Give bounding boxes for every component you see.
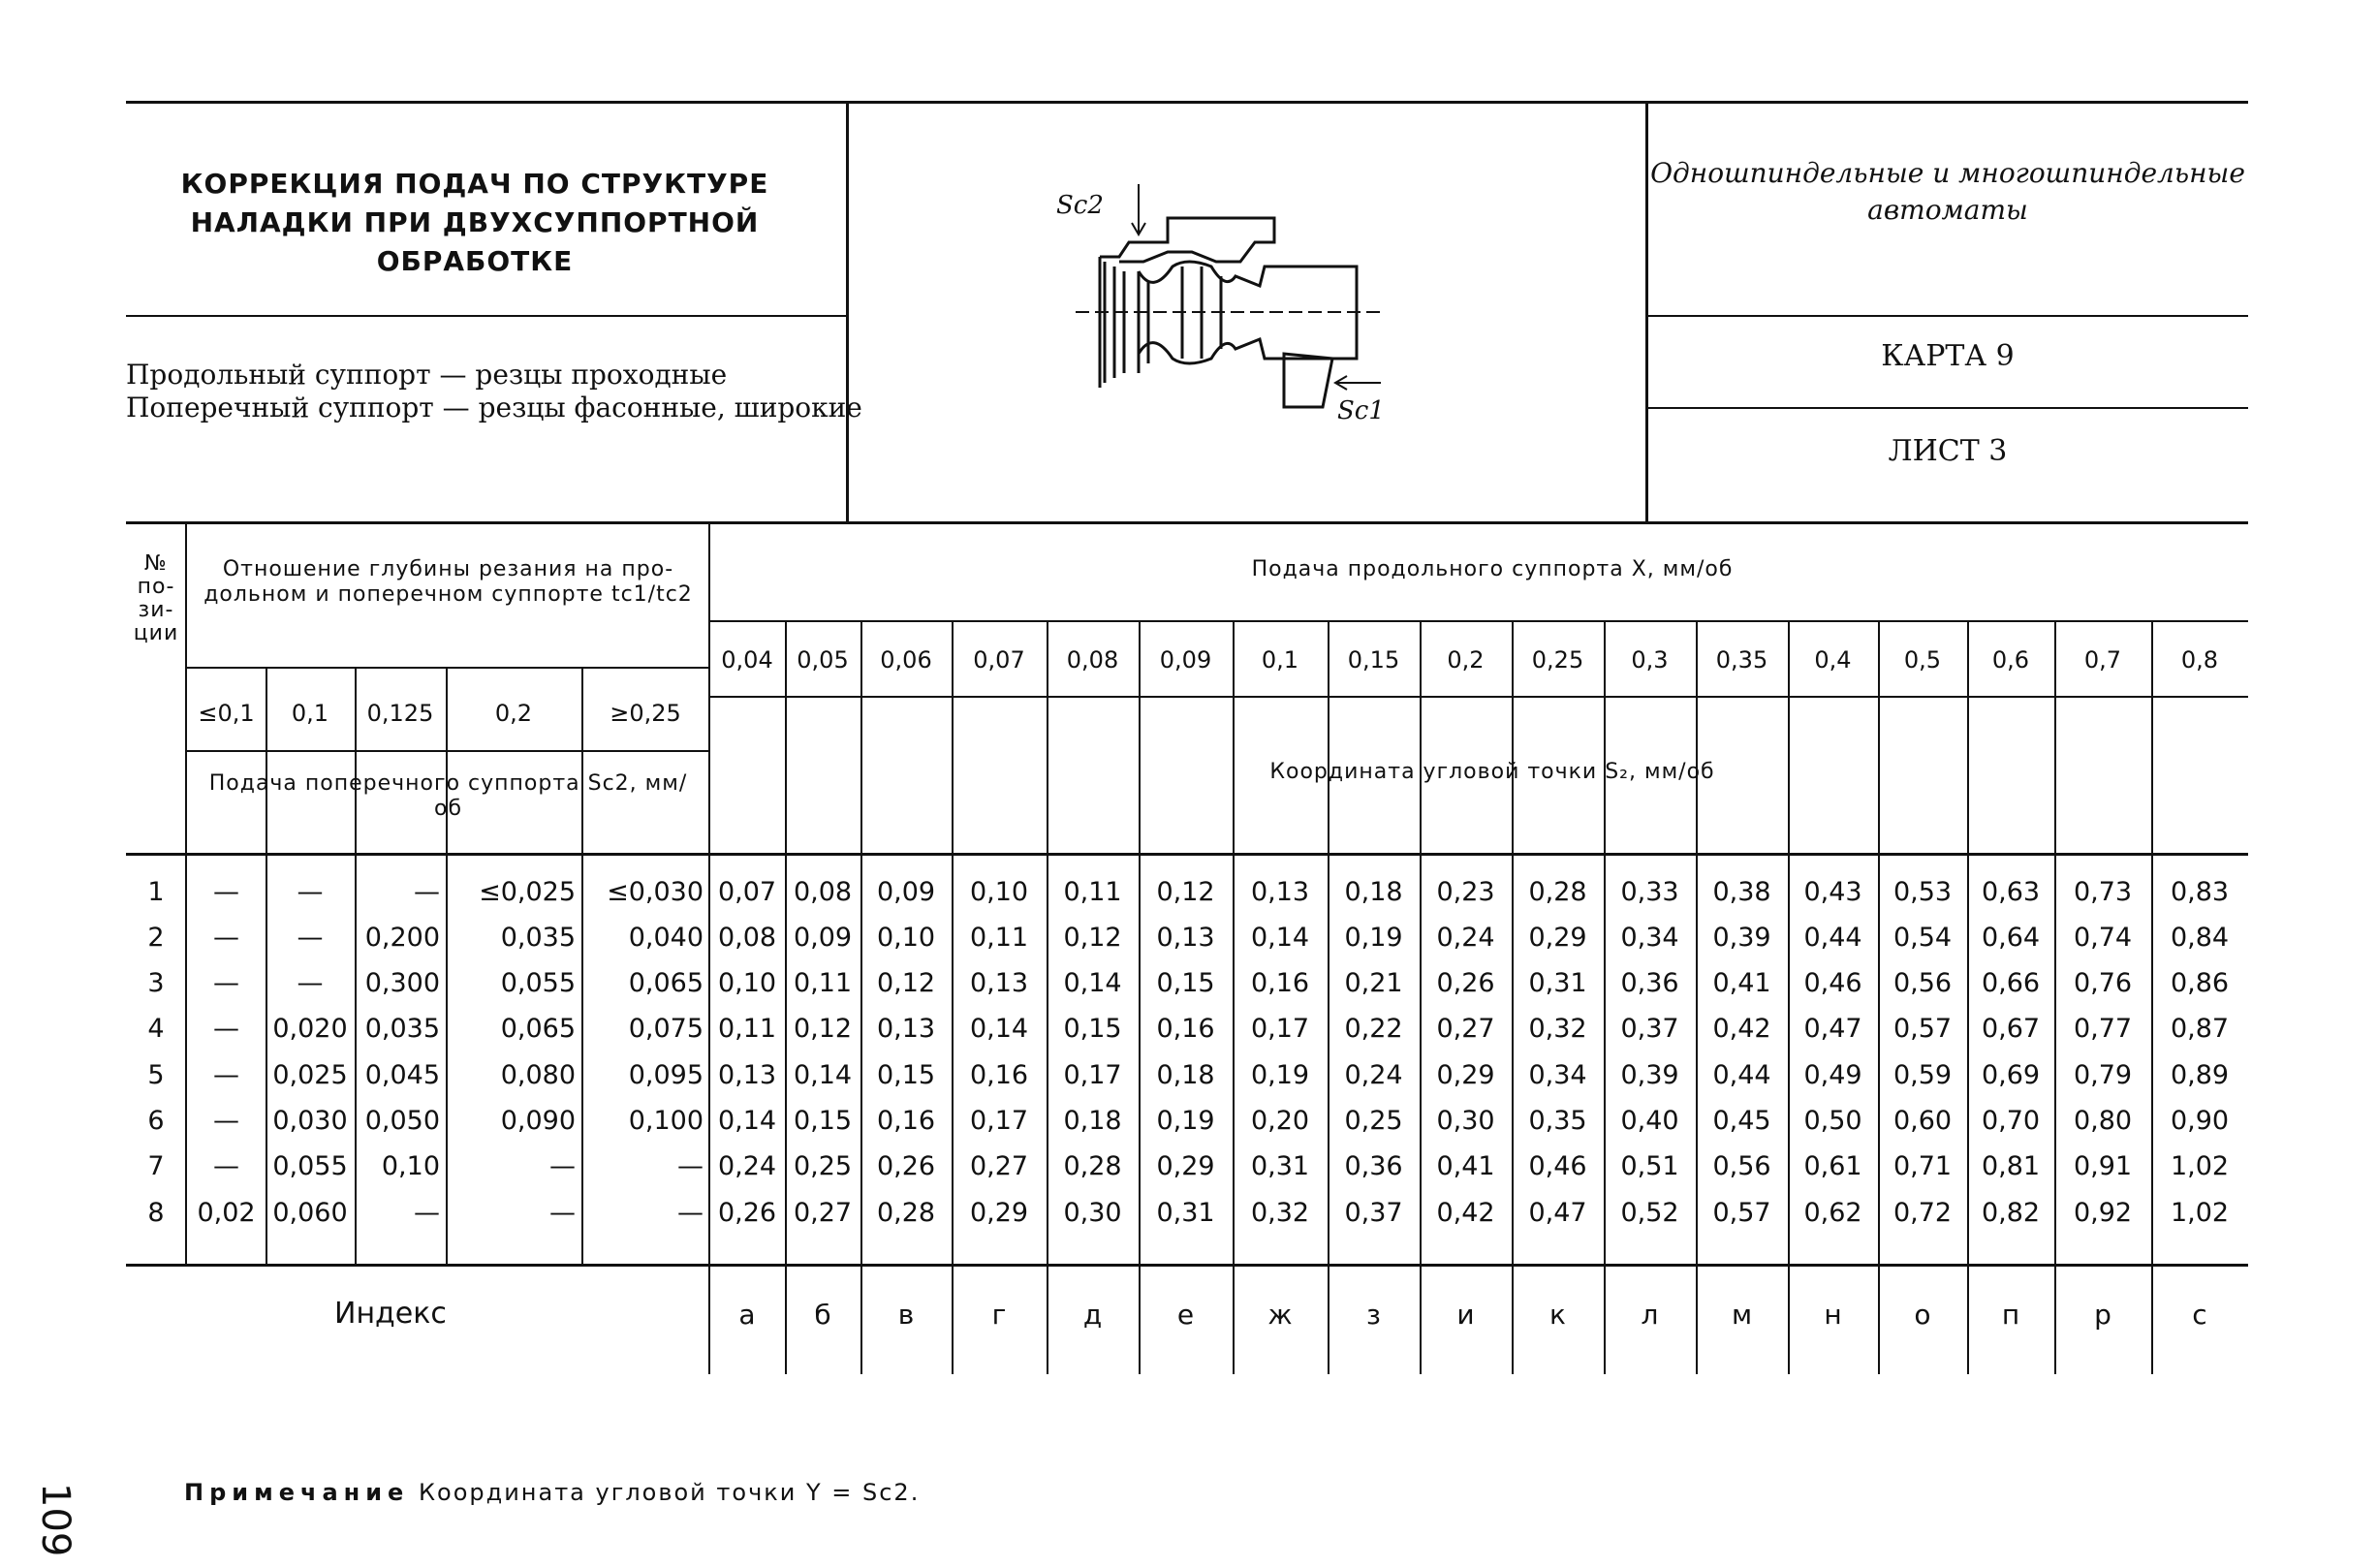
feed-value: 0,1: [1261, 646, 1299, 674]
corner-value: 0,79: [2073, 1060, 2133, 1090]
column-rule: [1878, 620, 1880, 1374]
index-value: з: [1366, 1299, 1381, 1331]
cross-feed-value: 0,090: [500, 1106, 576, 1136]
corner-value: 0,57: [1892, 1014, 1953, 1044]
index-label: Индекс: [334, 1297, 447, 1331]
corner-value: 0,89: [2170, 1060, 2230, 1090]
corner-value: 0,12: [1156, 877, 1215, 907]
corner-value: 0,86: [2170, 968, 2230, 998]
feed-value: 0,09: [1159, 646, 1212, 674]
corner-value: 0,37: [1344, 1198, 1403, 1228]
corner-value: 0,12: [1063, 923, 1122, 953]
sc1-label: Sc1: [1337, 396, 1385, 425]
corner-value: 0,17: [1063, 1060, 1122, 1090]
column-rule: [1696, 620, 1698, 1374]
corner-value: 0,27: [969, 1151, 1029, 1181]
corner-value: 0,14: [969, 1014, 1029, 1044]
index-value: д: [1082, 1299, 1103, 1331]
ratio-value: ≥0,25: [610, 700, 681, 727]
index-value: р: [2094, 1299, 2111, 1331]
corner-value: 0,29: [1528, 923, 1587, 953]
corner-value: 0,35: [1528, 1106, 1587, 1136]
corner-value: 0,17: [1250, 1014, 1310, 1044]
corner-value: 0,15: [793, 1106, 853, 1136]
corner-value: 0,53: [1892, 877, 1953, 907]
corner-value: 0,28: [1528, 877, 1587, 907]
cross-feed-value: 0,050: [364, 1106, 440, 1136]
corner-value: 0,24: [1344, 1060, 1403, 1090]
cross-feed-value: —: [297, 877, 324, 907]
corner-value: 0,41: [1712, 968, 1771, 998]
cross-feed-value: —: [297, 923, 324, 953]
corner-value: 1,02: [2170, 1151, 2230, 1181]
corner-value: 0,44: [1803, 923, 1862, 953]
corner-value: 0,26: [876, 1151, 936, 1181]
page-title: [126, 165, 824, 281]
column-rule: [355, 667, 357, 1264]
corner-value: 0,16: [969, 1060, 1029, 1090]
corner-value: 0,22: [1344, 1014, 1403, 1044]
cross-feed-value: 0,025: [272, 1060, 348, 1090]
index-value: о: [1914, 1299, 1931, 1331]
corner-value: 0,15: [1156, 968, 1215, 998]
column-rule: [1604, 620, 1606, 1374]
corner-value: 0,18: [1063, 1106, 1122, 1136]
corner-value: 0,64: [1981, 923, 2041, 953]
feed-value: 0,4: [1814, 646, 1852, 674]
note-label: Примечание: [184, 1479, 410, 1506]
cross-feed-value: 0,035: [364, 1014, 440, 1044]
corner-value: 0,11: [717, 1014, 777, 1044]
feed-value: 0,15: [1347, 646, 1400, 674]
column-rule: [1233, 620, 1235, 1374]
corner-value: 0,87: [2170, 1014, 2230, 1044]
corner-value: 0,24: [1436, 923, 1495, 953]
index-value: г: [991, 1299, 1007, 1331]
cross-feed-value: 0,300: [364, 968, 440, 998]
cross-feed-value: —: [213, 1014, 239, 1044]
cross-feed-value: 0,065: [500, 1014, 576, 1044]
corner-value: 0,15: [1063, 1014, 1122, 1044]
feed-value: 0,06: [880, 646, 932, 674]
feed-value: 0,04: [721, 646, 773, 674]
column-rule: [1139, 620, 1141, 1374]
corner-value: 0,19: [1250, 1060, 1310, 1090]
corner-value: 0,29: [1156, 1151, 1215, 1181]
column-rule: [952, 620, 954, 1374]
corner-value: 0,13: [1250, 877, 1310, 907]
corner-value: 0,25: [1344, 1106, 1403, 1136]
corner-value: 0,24: [717, 1151, 777, 1181]
cross-feed-header: Подача поперечного суппорта Sc2, мм/об: [208, 771, 688, 821]
column-rule: [1512, 620, 1514, 1374]
column-rule: [581, 667, 583, 1264]
position-number: 4: [147, 1014, 165, 1044]
cross-feed-value: —: [549, 1198, 576, 1228]
cross-feed-value: —: [414, 1198, 440, 1228]
corner-value: 0,10: [717, 968, 777, 998]
cross-feed-value: 0,080: [500, 1060, 576, 1090]
corner-value: 0,32: [1250, 1198, 1310, 1228]
index-value: п: [2001, 1299, 2020, 1331]
cross-feed-value: 0,035: [500, 923, 576, 953]
cross-feed-value: 0,065: [628, 968, 704, 998]
corner-value: 0,76: [2073, 968, 2133, 998]
corner-value: 0,15: [876, 1060, 936, 1090]
corner-value: 0,63: [1981, 877, 2041, 907]
corner-value: 0,18: [1156, 1060, 1215, 1090]
corner-value: 0,12: [876, 968, 936, 998]
column-rule: [2054, 620, 2056, 1374]
corner-value: 0,28: [1063, 1151, 1122, 1181]
cross-feed-value: —: [213, 1151, 239, 1181]
ratio-value: ≤0,1: [198, 700, 255, 727]
feed-value: 0,07: [973, 646, 1025, 674]
corner-value: 0,80: [2073, 1106, 2133, 1136]
index-value: а: [738, 1299, 756, 1331]
corner-value: 0,28: [876, 1198, 936, 1228]
corner-value: 0,46: [1528, 1151, 1587, 1181]
cross-feed-value: —: [677, 1198, 704, 1228]
position-number: 1: [147, 877, 165, 907]
rule: [1645, 101, 1648, 521]
cross-feed-value: 0,020: [272, 1014, 348, 1044]
corner-value: 0,32: [1528, 1014, 1587, 1044]
corner-value: 0,74: [2073, 923, 2133, 953]
column-rule: [2151, 620, 2153, 1374]
corner-value: 0,23: [1436, 877, 1495, 907]
corner-value: 0,16: [1156, 1014, 1215, 1044]
index-value: и: [1456, 1299, 1475, 1331]
corner-value: 0,61: [1803, 1151, 1862, 1181]
feed-value: 0,8: [2180, 646, 2219, 674]
card-number: КАРТА 9: [1881, 339, 2015, 373]
position-number: 7: [147, 1151, 165, 1181]
position-number: 3: [147, 968, 165, 998]
corner-value: 0,13: [876, 1014, 936, 1044]
index-value: е: [1176, 1299, 1195, 1331]
corner-value: 0,92: [2073, 1198, 2133, 1228]
corner-value: 0,49: [1803, 1060, 1862, 1090]
corner-value: 0,51: [1620, 1151, 1679, 1181]
position-number: 8: [147, 1198, 165, 1228]
corner-value: 0,14: [1063, 968, 1122, 998]
support-line: Поперечный суппорт — резцы фасонные, широкие: [126, 392, 862, 423]
rule: [709, 620, 2248, 622]
column-rule: [1328, 620, 1329, 1374]
corner-value: 0,83: [2170, 877, 2230, 907]
corner-value: 0,56: [1712, 1151, 1771, 1181]
corner-value: 0,27: [1436, 1014, 1495, 1044]
corner-value: 0,37: [1620, 1014, 1679, 1044]
column-rule: [860, 620, 862, 1374]
corner-value: 0,29: [969, 1198, 1029, 1228]
index-value: н: [1824, 1299, 1842, 1331]
feed-value: 0,5: [1903, 646, 1942, 674]
cross-feed-value: 0,055: [272, 1151, 348, 1181]
index-value: ж: [1267, 1299, 1293, 1331]
feed-value: 0,7: [2083, 646, 2122, 674]
corner-value: 0,67: [1981, 1014, 2041, 1044]
corner-value: 0,43: [1803, 877, 1862, 907]
cross-feed-value: ≤0,025: [479, 877, 576, 907]
rule: [709, 696, 2248, 698]
position-number: 5: [147, 1060, 165, 1090]
note-text: Координата угловой точки Y = Sc2.: [418, 1479, 921, 1506]
index-value: в: [897, 1299, 915, 1331]
corner-value: 0,66: [1981, 968, 2041, 998]
corner-value: 0,14: [793, 1060, 853, 1090]
cross-feed-value: 0,075: [628, 1014, 704, 1044]
corner-value: 0,72: [1892, 1198, 1953, 1228]
corner-value: 0,60: [1892, 1106, 1953, 1136]
index-value: к: [1549, 1299, 1566, 1331]
corner-value: 0,40: [1620, 1106, 1679, 1136]
corner-value: 0,07: [717, 877, 777, 907]
rule: [1647, 315, 2248, 317]
corner-value: 0,25: [793, 1151, 853, 1181]
corner-value: 0,21: [1344, 968, 1403, 998]
title-line: НАЛАДКИ ПРИ ДВУХСУППОРТНОЙ: [190, 206, 760, 238]
corner-value: 0,20: [1250, 1106, 1310, 1136]
corner-value: 0,34: [1528, 1060, 1587, 1090]
machine-type: Одношпиндельные и многошпиндельные автоматы: [1650, 157, 2245, 226]
depth-ratio-header: Отношение глубины резания на про- дольном и поперечном суппорте tc1/tc2: [203, 557, 693, 607]
corner-value: 0,14: [717, 1106, 777, 1136]
cross-feed-value: —: [213, 968, 239, 998]
rule: [126, 101, 1051, 104]
corner-value: 0,69: [1981, 1060, 2041, 1090]
corner-value: 0,09: [793, 923, 853, 953]
column-rule: [1047, 620, 1048, 1374]
corner-value: 0,82: [1981, 1198, 2041, 1228]
corner-value: 0,38: [1712, 877, 1771, 907]
corner-value: 0,11: [969, 923, 1029, 953]
rule: [126, 1264, 2248, 1267]
corner-value: 0,36: [1620, 968, 1679, 998]
rule: [846, 101, 849, 521]
corner-value: 0,26: [717, 1198, 777, 1228]
column-rule: [785, 620, 787, 1374]
rule: [1647, 407, 2248, 409]
corner-value: 0,59: [1892, 1060, 1953, 1090]
column-rule: [446, 667, 448, 1264]
corner-value: 0,47: [1528, 1198, 1587, 1228]
corner-value: 0,84: [2170, 923, 2230, 953]
corner-value: 0,42: [1712, 1014, 1771, 1044]
feed-value: 0,05: [797, 646, 849, 674]
feed-value: 0,25: [1531, 646, 1584, 674]
corner-value: 0,77: [2073, 1014, 2133, 1044]
table-top-rule: [126, 521, 2248, 524]
setup-diagram: [1047, 165, 1395, 426]
index-value: м: [1731, 1299, 1753, 1331]
corner-value: 0,11: [793, 968, 853, 998]
cross-feed-value: 0,030: [272, 1106, 348, 1136]
cross-feed-value: 0,055: [500, 968, 576, 998]
corner-value: 0,50: [1803, 1106, 1862, 1136]
corner-value: 0,81: [1981, 1151, 2041, 1181]
corner-value: 0,39: [1620, 1060, 1679, 1090]
corner-value: 0,62: [1803, 1198, 1862, 1228]
page-number: 109: [33, 1483, 78, 1557]
corner-value: 0,29: [1436, 1060, 1495, 1090]
feed-value: 0,35: [1715, 646, 1768, 674]
corner-value: 0,18: [1344, 877, 1403, 907]
longitudinal-feed-header: Подача продольного суппорта X, мм/об: [1251, 557, 1734, 581]
column-rule: [1967, 620, 1969, 1374]
corner-value: 0,19: [1344, 923, 1403, 953]
cross-feed-value: —: [213, 1106, 239, 1136]
corner-value: 0,09: [876, 877, 936, 907]
corner-value: 0,19: [1156, 1106, 1215, 1136]
index-value: с: [2192, 1299, 2207, 1331]
feed-value: 0,08: [1066, 646, 1119, 674]
corner-value: 0,54: [1892, 923, 1953, 953]
index-value: б: [814, 1299, 831, 1331]
corner-coordinate-header: Координата угловой точки S₂, мм/об: [1269, 760, 1715, 784]
cross-feed-value: —: [213, 877, 239, 907]
cross-feed-value: —: [213, 923, 239, 953]
corner-value: 0,13: [717, 1060, 777, 1090]
corner-value: 0,71: [1892, 1151, 1953, 1181]
rule: [126, 853, 2248, 856]
corner-value: 0,73: [2073, 877, 2133, 907]
cross-feed-value: —: [297, 968, 324, 998]
corner-value: 0,27: [793, 1198, 853, 1228]
corner-value: 0,31: [1528, 968, 1587, 998]
corner-value: 0,13: [1156, 923, 1215, 953]
corner-value: 0,41: [1436, 1151, 1495, 1181]
cross-feed-value: 0,060: [272, 1198, 348, 1228]
ratio-value: 0,2: [494, 700, 533, 727]
corner-value: 0,57: [1712, 1198, 1771, 1228]
corner-value: 0,17: [969, 1106, 1029, 1136]
cross-feed-value: 0,045: [364, 1060, 440, 1090]
corner-value: 0,42: [1436, 1198, 1495, 1228]
corner-value: 0,26: [1436, 968, 1495, 998]
feed-value: 0,2: [1447, 646, 1485, 674]
position-number: 6: [147, 1106, 165, 1136]
position-header: № по- зи- ции: [133, 551, 179, 645]
ratio-value: 0,125: [366, 700, 434, 727]
corner-value: 1,02: [2170, 1198, 2230, 1228]
corner-value: 0,14: [1250, 923, 1310, 953]
support-description: [126, 359, 862, 424]
corner-value: 0,30: [1436, 1106, 1495, 1136]
corner-value: 0,91: [2073, 1151, 2133, 1181]
corner-value: 0,70: [1981, 1106, 2041, 1136]
cross-feed-value: —: [414, 877, 440, 907]
corner-value: 0,34: [1620, 923, 1679, 953]
column-rule: [1420, 620, 1422, 1374]
rule: [126, 315, 848, 317]
corner-value: 0,13: [969, 968, 1029, 998]
corner-value: 0,10: [969, 877, 1029, 907]
sc2-label: Sc2: [1056, 191, 1104, 220]
corner-value: 0,31: [1156, 1198, 1215, 1228]
ratio-value: 0,1: [291, 700, 329, 727]
corner-value: 0,30: [1063, 1198, 1122, 1228]
corner-value: 0,56: [1892, 968, 1953, 998]
column-rule: [266, 667, 267, 1264]
corner-value: 0,46: [1803, 968, 1862, 998]
corner-value: 0,08: [793, 877, 853, 907]
corner-value: 0,16: [876, 1106, 936, 1136]
cross-feed-value: 0,100: [628, 1106, 704, 1136]
corner-value: 0,39: [1712, 923, 1771, 953]
cross-feed-value: 0,02: [197, 1198, 256, 1228]
corner-value: 0,31: [1250, 1151, 1310, 1181]
index-value: л: [1641, 1299, 1659, 1331]
support-line: Продольный суппорт — резцы проходные: [126, 359, 728, 391]
sheet-number: ЛИСТ 3: [1888, 434, 2008, 468]
corner-value: 0,45: [1712, 1106, 1771, 1136]
corner-value: 0,52: [1620, 1198, 1679, 1228]
cross-feed-value: 0,200: [364, 923, 440, 953]
cross-feed-value: —: [549, 1151, 576, 1181]
corner-value: 0,33: [1620, 877, 1679, 907]
corner-value: 0,12: [793, 1014, 853, 1044]
title-line: КОРРЕКЦИЯ ПОДАЧ ПО СТРУКТУРЕ: [180, 168, 769, 200]
feed-value: 0,6: [1991, 646, 2030, 674]
corner-value: 0,08: [717, 923, 777, 953]
corner-value: 0,90: [2170, 1106, 2230, 1136]
feed-value: 0,3: [1631, 646, 1669, 674]
cross-feed-value: 0,10: [381, 1151, 440, 1181]
rule: [1051, 101, 2248, 104]
position-number: 2: [147, 923, 165, 953]
corner-value: 0,36: [1344, 1151, 1403, 1181]
title-line: ОБРАБОТКЕ: [376, 245, 574, 277]
corner-value: 0,47: [1803, 1014, 1862, 1044]
footnote: [184, 1479, 920, 1506]
cross-feed-value: 0,040: [628, 923, 704, 953]
column-rule: [1788, 620, 1790, 1374]
corner-value: 0,10: [876, 923, 936, 953]
corner-value: 0,44: [1712, 1060, 1771, 1090]
cross-feed-value: —: [213, 1060, 239, 1090]
cross-feed-value: 0,095: [628, 1060, 704, 1090]
cross-feed-value: —: [677, 1151, 704, 1181]
corner-value: 0,16: [1250, 968, 1310, 998]
cross-feed-value: ≤0,030: [607, 877, 704, 907]
corner-value: 0,11: [1063, 877, 1122, 907]
